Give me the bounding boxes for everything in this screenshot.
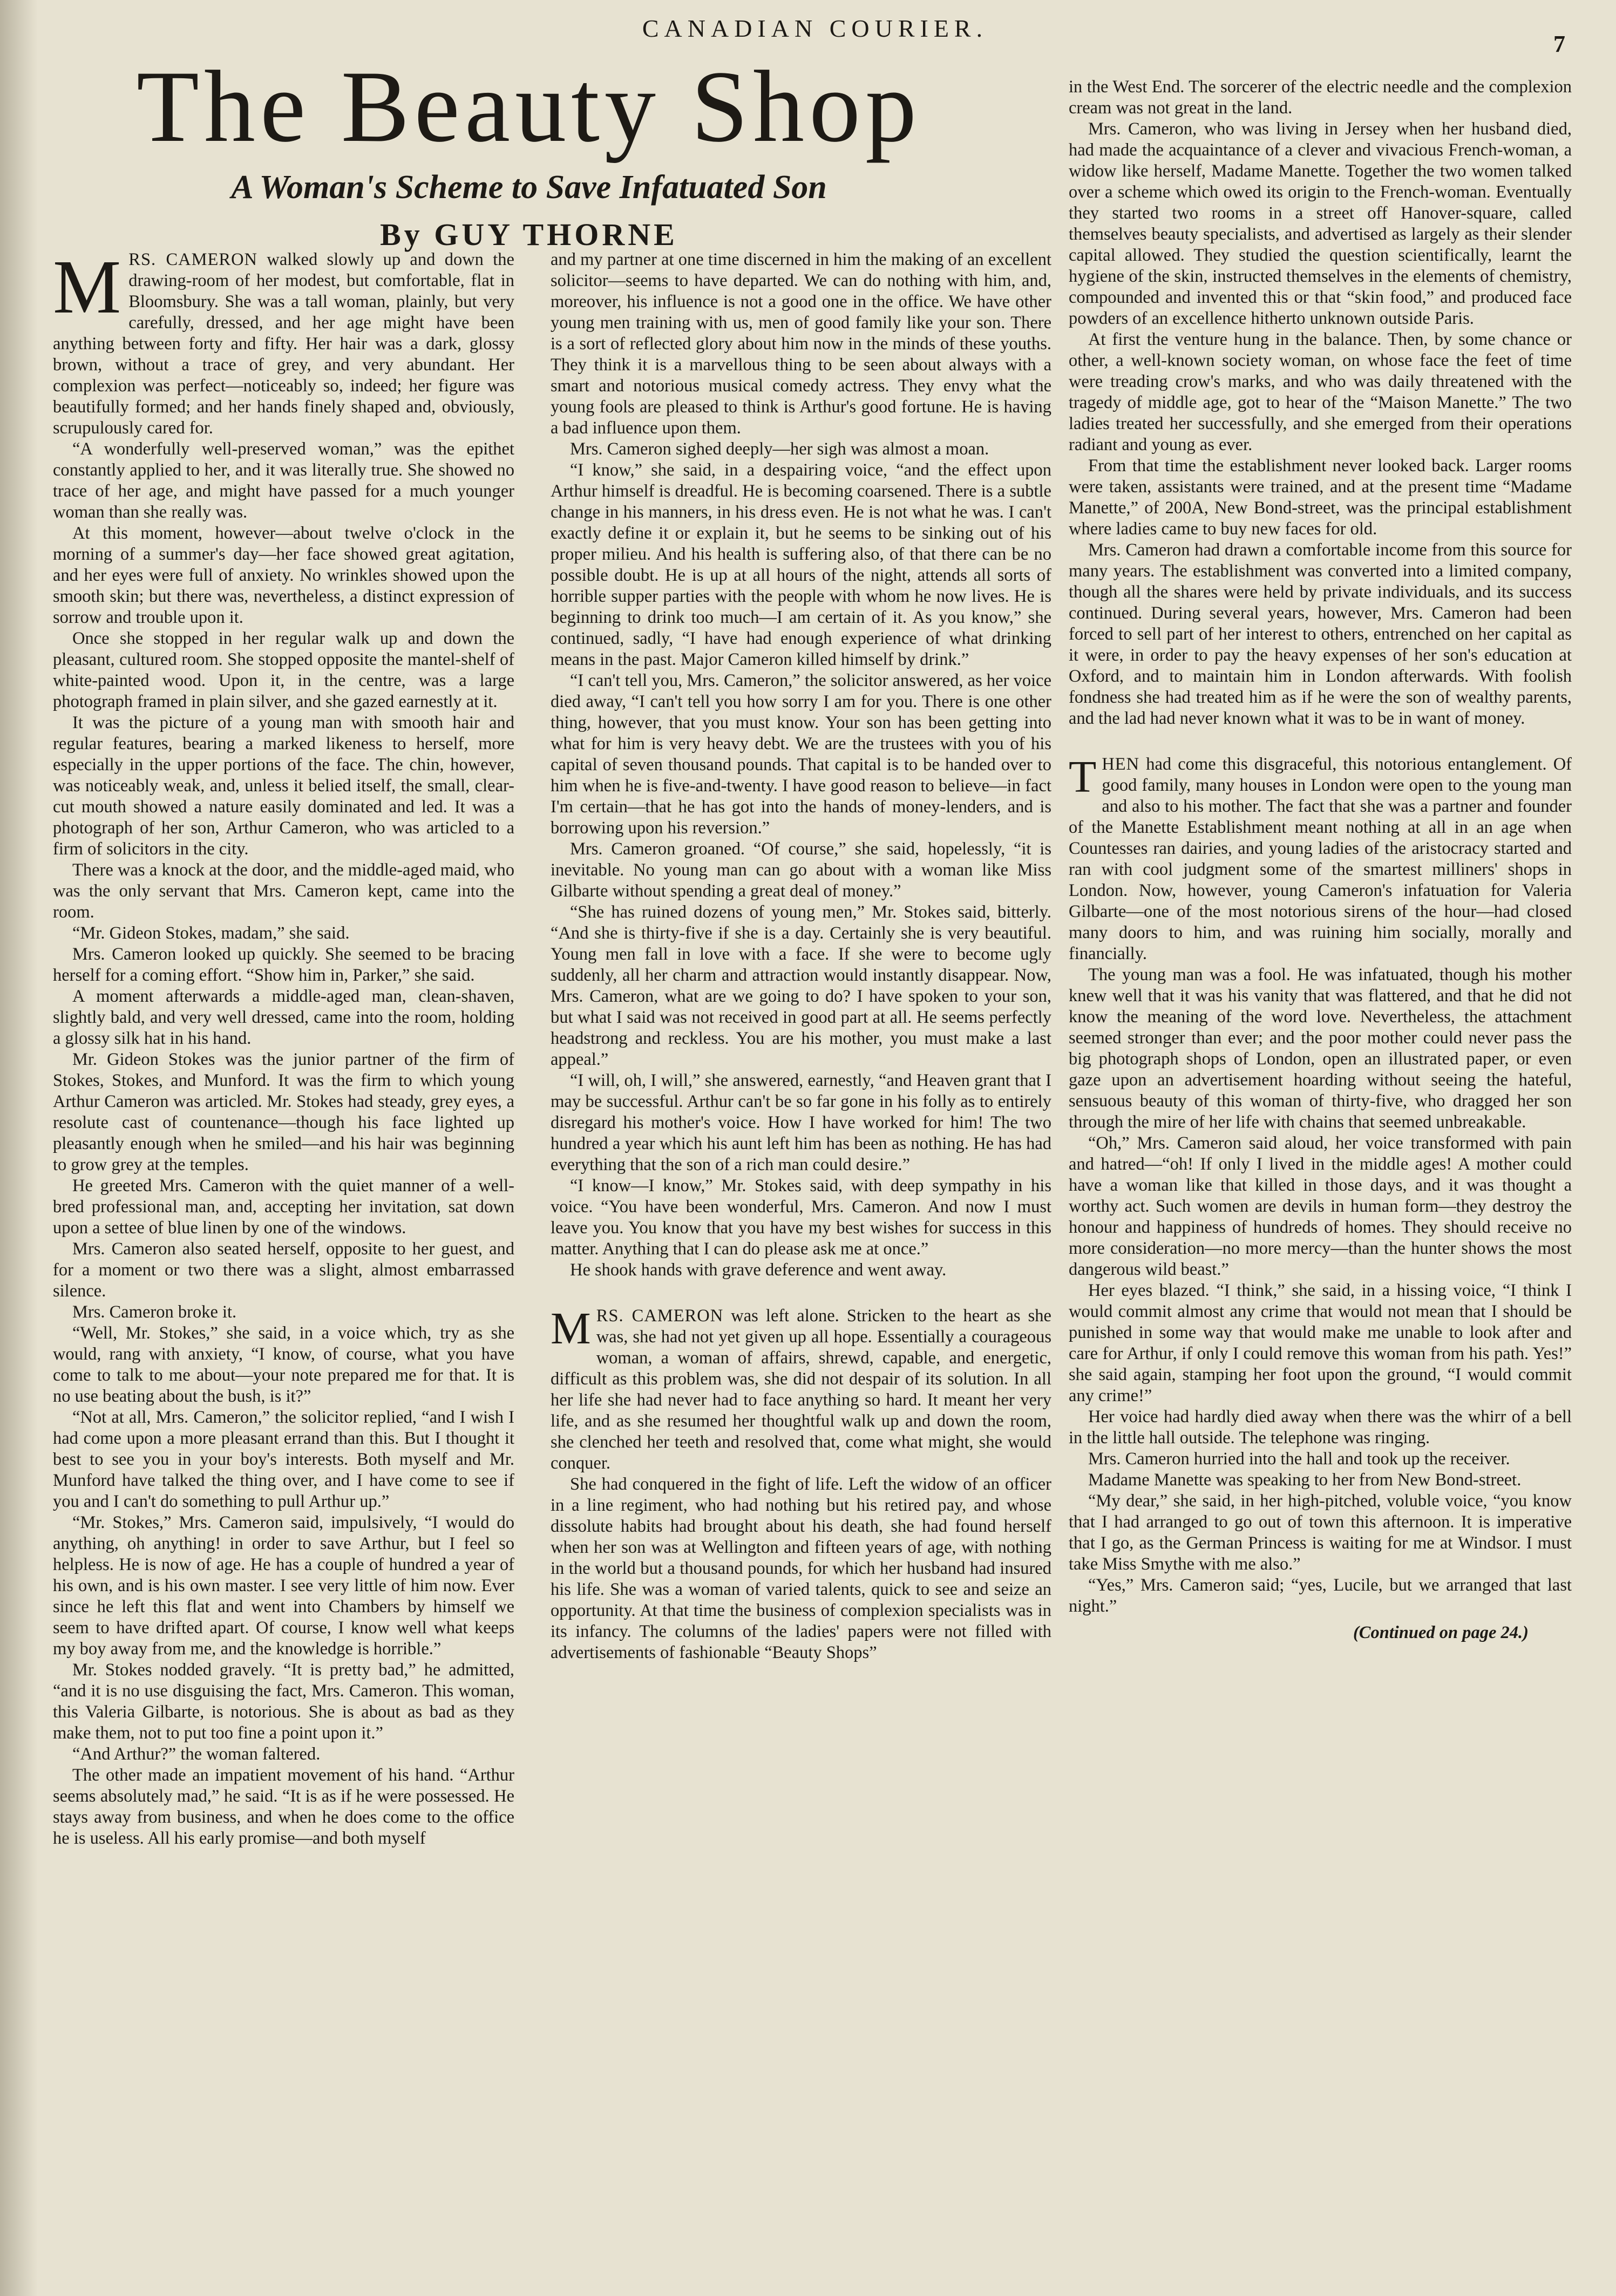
paragraph: “Well, Mr. Stokes,” she said, in a voice which, try as she would, rang with anxiety, “I know, of course, what you have come to talk to me about—your note prepared me for that. It is no use beating about the bush, is it?”: [53, 1323, 514, 1406]
paragraph: He greeted Mrs. Cameron with the quiet manner of a well-bred professional man, and, accepting her invitation, sat down upon a settee of blue linen by one of the windows.: [53, 1176, 514, 1238]
paragraph: “I know,” she said, in a despairing voice, “and the effect upon Arthur himself is dreadful. He is becoming coarsened. There is a subtle change in his manners, in his dress even. He is not what he was. I can't exactly define it or explain it, but he seems to be sinking out of his proper milieu. And his health is suffering also, of that there can be no possible doubt. He is up at all hours of the night, attends all sorts of horrible supper parties with the people with whom he now lives. He is beginning to drink too much—I am certain of it. As you know,” she continued, sadly, “I have had enough experience of what drinking means in the past. Major Cameron killed himself by drink.”: [551, 460, 1051, 669]
paragraph: [551, 1303, 1051, 1474]
paragraph: The young man was a fool. He was infatuated, though his mother knew well that it was his vanity that was flattered, and that he did not know the meaning of the word love. Nevertheless, the attachment seemed stronger than ever; and the poor mother could never pass the big photograph shops of London, open an illustrated paper, or even gaze upon an advertisement hoarding without seeing the hateful, sensuous beauty of this woman of thirty-five, who dragged her son through the mire of her life with chains that seemed unbreakable.: [1069, 965, 1572, 1132]
paragraph: Mr. Gideon Stokes was the junior partner of the firm of Stokes, Stokes, and Munford. It was the firm to which young Arthur Cameron was articled. Mr. Stokes had steady, grey eyes, a resolute cast of countenance—though his face lighted up pleasantly enough when he smiled—and his hair was beginning to grow grey at the temples.: [53, 1050, 514, 1174]
paragraph: Mr. Stokes nodded gravely. “It is pretty bad,” he admitted, “and it is no use disguising the fact, Mrs. Cameron. This woman, this Valeria Gilbarte, is notorious. She is about as bad as they make them, not to put too fine a point upon it.”: [53, 1660, 514, 1743]
paragraph: Mrs. Cameron groaned. “Of course,” she said, hopelessly, “it is inevitable. No young man can go about with a woman like Miss Gilbarte without spending a great deal of money.”: [551, 839, 1051, 901]
paragraph: Her voice had hardly died away when there was the whirr of a bell in the little hall outside. The telephone was ringing.: [1069, 1407, 1572, 1448]
small-caps-lead: RS. CAMERON: [128, 250, 258, 269]
paragraph: Mrs. Cameron sighed deeply—her sigh was almost a moan.: [570, 439, 989, 459]
paragraph: and my partner at one time discerned in him the making of an excellent solicitor—seems to have departed. We can do nothing with him, and, moreover, his influence is not a good one in the office. We have other young men training with us, men of good family like your son. There is a sort of reflected glory about him now in the minds of these youths. They think it is a marvellous thing to be seen about always with a smart and notorious musical comedy actress. They envy what the young fools are pleased to think is Arthur's good fortune. He is having a bad influence upon them.: [551, 250, 1051, 438]
title-block: [108, 50, 950, 253]
drop-cap: M: [551, 1303, 591, 1354]
paragraph: Her eyes blazed. “I think,” she said, in a hissing voice, “I think I would commit almost any crime that would not mean that I should be punished in some way that would make me unable to look after and care for Arthur, if only I could remove this woman from his path. Yes!” she said again, stamping her foot upon the ground, “I would commit any crime!”: [1069, 1281, 1572, 1405]
article-byline: By GUY THORNE: [380, 217, 678, 252]
paragraph: From that time the establishment never looked back. Larger rooms were taken, assistants were trained, and at the present time “Madame Manette,” of 200A, New Bond-street, was the principal establishment where ladies came to buy new faces for old.: [1069, 456, 1572, 539]
paragraph: He shook hands with grave deference and went away.: [570, 1260, 947, 1280]
paragraph: in the West End. The sorcerer of the electric needle and the complexion cream was not great in the land.: [1069, 77, 1572, 118]
binding-shadow: [0, 0, 38, 2296]
paragraph: Mrs. Cameron hurried into the hall and took up the receiver.: [1088, 1449, 1510, 1469]
section-break: [1069, 729, 1572, 754]
paragraph: Madame Manette was speaking to her from New Bond-street.: [1088, 1470, 1522, 1490]
paragraph: Once she stopped in her regular walk up and down the pleasant, cultured room. She stopped opposite the mantel-shelf of white-painted wood. Upon it, in the centre, was a large photograph framed in plain silver, and she gazed earnestly at it.: [53, 629, 514, 711]
paragraph: “I can't tell you, Mrs. Cameron,” the solicitor answered, as her voice died away, “I can't tell you how sorry I am for you. There is one other thing, however, that you must know. Your son has been getting into what for him is very heavy debt. We are the trustees with you of his capital of seven thousand pounds. That capital is to be handed over to him when he is five-and-twenty. I have good reason to believe—in fact I'm certain—that he has got into the hands of money-lenders, and is borrowing upon his reversion.”: [551, 671, 1051, 838]
paragraph: At this moment, however—about twelve o'clock in the morning of a summer's day—her face showed great agitation, and her eyes were full of anxiety. No wrinkles showed upon the smooth skin; but there was, nevertheless, a distinct expression of sorrow and trouble upon it.: [53, 524, 514, 627]
paragraph: Mrs. Cameron had drawn a comfortable income from this source for many years. The establishment was converted into a limited company, though all the shares were held by private individuals, and its success continued. During several years, however, Mrs. Cameron had been forced to sell part of her interest to others, entrenched on her capital as it were, in order to pay the heavy expenses of her son's education at Oxford, and to maintain him in London afterwards. With foolish fondness she had treated him as if he were the son of wealthy parents, and the lad had never known what it was to be in want of money.: [1069, 540, 1572, 728]
paragraph: There was a knock at the door, and the middle-aged maid, who was the only servant that Mrs. Cameron kept, came into the room.: [53, 860, 514, 922]
paragraph: Mrs. Cameron, who was living in Jersey when her husband died, had made the acquaintance of a clever and vivacious French-woman, a widow like herself, Madame Manette. Together the two women talked over a scheme which owed its origin to the French-woman. Eventually they started two rooms in a street off Hanover-square, called themselves beauty specialists, and advertised as largely as their slender capital allowed. They studied the question scientifically, learnt the hygiene of the skin, instructed themselves in the elements of chemistry, compounded and invented this or that “skin food,” and produced face powders of an excellence hitherto unknown outside Paris.: [1069, 119, 1572, 328]
paragraph: “A wonderfully well-preserved woman,” was the epithet constantly applied to her, and it was literally true. She showed no trace of her age, and might have passed for a much younger woman than she really was.: [53, 439, 514, 522]
paragraph: “Oh,” Mrs. Cameron said aloud, her voice transformed with pain and hatred—“oh! If only I lived in the middle ages! A mother could have a woman like that killed in those days, and it was thought a worthy act. Such women are devils in human form—they destroy the honour and happiness of hundreds of homes. They should receive no more consideration—no more mercy—than the hunter shows the most dangerous wild beast.”: [1069, 1133, 1572, 1279]
article-title: The Beauty Shop: [136, 50, 922, 164]
article-subtitle: A Woman's Scheme to Save Infatuated Son: [231, 169, 827, 206]
paragraph-text: walked slowly up and down the drawing-room of her modest, but comfortable, flat in Bloomsbury. She was a tall woman, plainly, but very carefully, dressed, and her age might have been anything between forty and fifty. Her hair was a dark, glossy brown, without a trace of grey, and very abundant. Her complexion was perfect—noticeably so, indeed; her figure was beautifully formed; and her hands finely shaped and, obviously, scrupulously cared for.: [53, 250, 514, 438]
paragraph: “She has ruined dozens of young men,” Mr. Stokes said, bitterly. “And she is thirty-five if she is a day. Certainly she is very beautiful. Young men fall in love with a face. If she were to become ugly suddenly, all her charm and attraction would instantly disappear. Now, Mrs. Cameron, what are we going to do? I have spoken to your son, but what I said was not received in good part at all. He seems perfectly headstrong and reckless. You are his mother, you must make a last appeal.”: [551, 902, 1051, 1069]
paragraph: “I will, oh, I will,” she answered, earnestly, “and Heaven grant that I may be successful. Arthur can't be so far gone in his folly as to entirely disregard his mother's voice. How I have worked for him! The two hundred a year which his aunt left him has been as nothing. He has had everything that the son of a rich man could desire.”: [551, 1071, 1051, 1174]
paragraph: “Not at all, Mrs. Cameron,” the solicitor replied, “and I wish I had come upon a more pleasant errand than this. But I thought it best to see you in your boy's interests. Both myself and Mr. Munford have talked the thing over, and I have come to see if you and I can't do something to pull Arthur up.”: [53, 1408, 514, 1511]
paragraph: A moment afterwards a middle-aged man, clean-shaven, slightly bald, and very well dressed, came into the room, holding a glossy silk hat in his hand.: [53, 987, 514, 1048]
small-caps-lead: HEN: [1102, 755, 1140, 774]
text-column-2: [551, 249, 1051, 1663]
paragraph: “Mr. Stokes,” Mrs. Cameron said, impulsively, “I would do anything, oh anything! in order to save Arthur, but I feel so helpless. He is now of age. He has a couple of hundred a year of his own, and is his own master. I see very little of him now. Ever since he left this flat and went into Chambers by himself we seem to have drifted apart. Of course, I know well what keeps my boy away from me, and the knowledge is horrible.”: [53, 1513, 514, 1659]
paragraph: Mrs. Cameron also seated herself, opposite to her guest, and for a moment or two there was a slight, almost embarrassed silence.: [53, 1239, 514, 1301]
paragraph: “Mr. Gideon Stokes, madam,” she said.: [72, 923, 350, 943]
paragraph: “My dear,” she said, in her high-pitched, voluble voice, “you know that I had arranged to go out of town this afternoon. It is imperative that I go, as the German Princess is waiting for me at Windsor. I must take Miss Smythe with me also.”: [1069, 1491, 1572, 1574]
paragraph: It was the picture of a young man with smooth hair and regular features, bearing a marked likeness to herself, more especially in the upper portions of the face. The chin, however, was noticeably weak, and, unless it belied itself, the small, clear-cut mouth showed a nature easily dominated and led. It was a photograph of her son, Arthur Cameron, who was articled to a firm of solicitors in the city.: [53, 713, 514, 859]
paragraph: [53, 244, 514, 439]
small-caps-lead: RS. CAMERON: [596, 1306, 724, 1326]
paragraph: She had conquered in the fight of life. Left the widow of an officer in a line regiment, who had nothing but his retired pay, and whose dissolute habits had brought about his death, she had found herself when her son was at Wellington and fifteen years of age, with nothing in the world but a thousand pounds, for which her husband had insured his life. She was a woman of varied talents, quick to see and seize an opportunity. At that time the business of complexion specialists was in its infancy. The columns of the ladies' papers were not filled with advertisements of fashionable “Beauty Shops”: [551, 1475, 1051, 1662]
drop-cap: T: [1069, 752, 1097, 802]
page-number: 7: [1553, 31, 1565, 57]
drop-cap: M: [53, 244, 121, 329]
paragraph: The other made an impatient movement of his hand. “Arthur seems absolutely mad,” he said. “It is as if he were possessed. He stays away from business, and when he does come to the office he is useless. All his early promise—and both myself: [53, 1765, 514, 1848]
paragraph-text: had come this disgraceful, this notorious entanglement. Of good family, many houses in London were open to the young man and also to his mother. The fact that she was a partner and founder of the Manette Establishment meant nothing at all in an age when Countesses ran dairies, and young ladies of the aristocracy started and ran with cool judgment some of the smartest milliners' shops in London. Now, however, young Cameron's infatuation for Valeria Gilbarte—one of the most notorious sirens of the hour—had closed many doors to him, and was ruining him socially, morally and financially.: [1069, 755, 1572, 963]
section-break: [551, 1281, 1051, 1306]
text-column-3: [1069, 77, 1572, 1643]
running-head: CANADIAN COURIER.: [642, 15, 988, 42]
paragraph: [1069, 754, 1572, 964]
paragraph: “I know—I know,” Mr. Stokes said, with deep sympathy in his voice. “You have been wonderful, Mrs. Cameron. And now I must leave you. You know that you have my best wishes for success in this matter. Anything that I can do please ask me at once.”: [551, 1176, 1051, 1259]
continued-notice: (Continued on page 24.): [1353, 1623, 1529, 1642]
paragraph: Mrs. Cameron looked up quickly. She seemed to be bracing herself for a coming effort. “Show him in, Parker,” she said.: [53, 945, 514, 985]
paragraph-text: was left alone. Stricken to the heart as she was, she had not yet given up all hope. Essentially a courageous woman, a woman of affairs, shrewd, capable, and energetic, difficult as this problem was, she did not despair of its solution. In all her life she had never had to face anything so hard. It meant her very life, and as she resumed her thoughtful walk up and down the room, she clenched her teeth and resolved that, come what might, she would conquer.: [551, 1306, 1051, 1473]
paragraph: At first the venture hung in the balance. Then, by some chance or other, a well-known society woman, on whose face the feet of time were treading crow's marks, and who was daily threatened with the tragedy of middle age, got to hear of the “Maison Manette.” The two ladies treated her successfully, and she emerged from their operations radiant and young as ever.: [1069, 330, 1572, 454]
paragraph: “And Arthur?” the woman faltered.: [72, 1744, 321, 1764]
paragraph: Mrs. Cameron broke it.: [72, 1302, 237, 1322]
text-column-1: [53, 244, 514, 1849]
paragraph: “Yes,” Mrs. Cameron said; “yes, Lucile, but we arranged that last night.”: [1069, 1575, 1572, 1616]
